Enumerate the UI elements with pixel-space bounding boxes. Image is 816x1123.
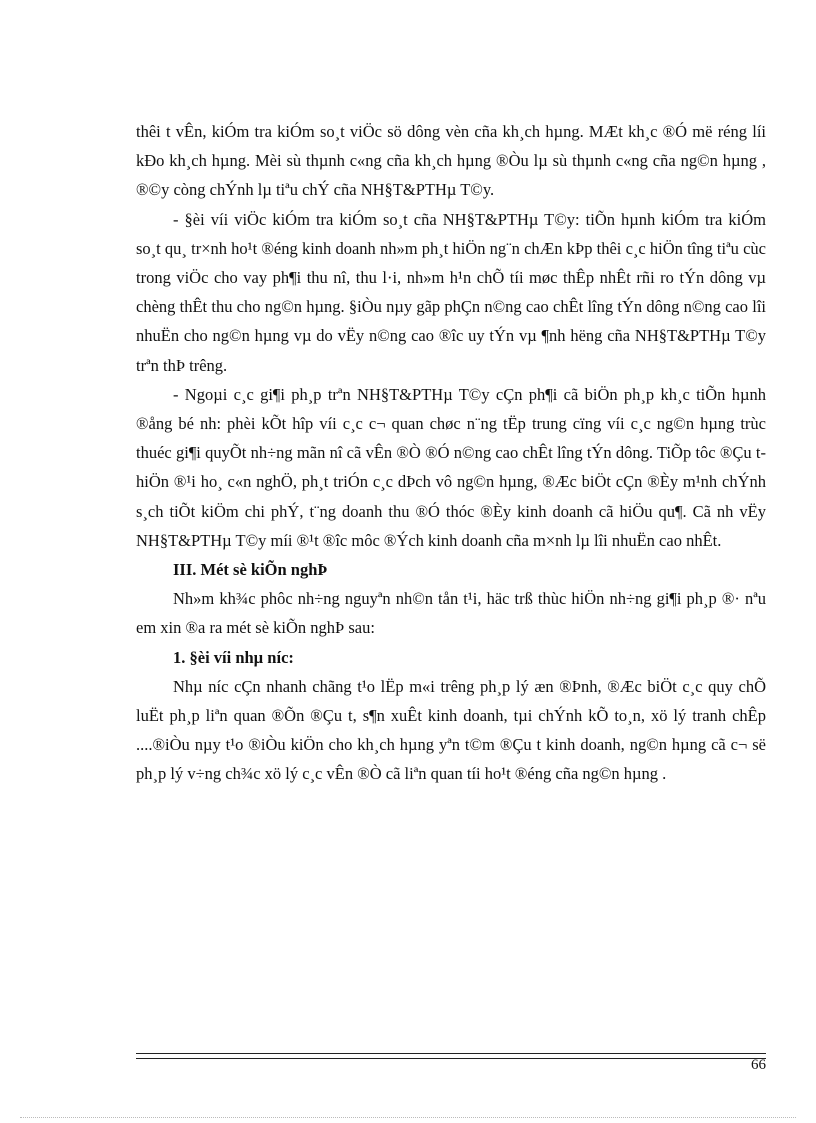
body-text — [136, 117, 766, 789]
footer-rule — [136, 1053, 766, 1059]
subsection-heading: 1. §èi víi nhµ níc: — [173, 647, 294, 667]
page-bottom-border — [20, 1117, 796, 1118]
page-number: 66 — [751, 1057, 766, 1073]
paragraph-2: - §èi víi viÖc kiÓm tra kiÓm so¸t cña NH§T&PTHµ T©y: tiÕn hµnh kiÓm tra kiÓm so¸t qu¸ tr×nh ho¹t ®éng kinh doanh nh»m ph¸t hiÖn ng¨n chÆn kÞp thêi c¸c hiÖn tîng tiªu cùc trong viÖc cho vay ph¶i thu nî, thu l·i, nh»m h¹n chÕ tíi møc thÊp nhÊt rñi ro tÝn dông vµ chèng thÊt thu cho ng©n hµng. §iÒu nµy gãp phÇn n©ng cao chÊt lîng tÝn dông n©ng cao lîi nhuËn cho ng©n hµng vµ do vËy n©ng cao ®îc uy tÝn vµ ¶nh hëng cña NH§T&PTHµ T©y trªn thÞ trêng. — [136, 209, 766, 375]
paragraph-5: Nhµ níc cÇn nhanh chãng t¹o lËp m«i trêng ph¸p lý æn ®Þnh, ®Æc biÖt c¸c quy chÕ luËt ph¸p liªn quan ®Õn ®Çu t, s¶n xuÊt kinh doanh, tµi chÝnh kÕ to¸n, xö lý tranh chÊp ....®iÒu nµy t¹o ®iÒu kiÖn cho kh¸ch hµng yªn t©m ®Çu t kinh doanh, ng©n hµng cã c¬ së ph¸p lý v÷ng ch¾c xö lý c¸c vÊn ®Ò cã liªn quan tíi ho¹t ®éng cña ng©n hµng . — [136, 676, 766, 784]
paragraph-3: - Ngoµi c¸c gi¶i ph¸p trªn NH§T&PTHµ T©y cÇn ph¶i cã biÖn ph¸p kh¸c tiÕn hµnh ®ång bé nh: phèi kÕt hîp víi c¸c c¬ quan chøc n¨ng tËp trung cïng víi c¸c ng©n hµng trùc thuéc gi¶i quyÕt nh÷ng mãn nî cã vÊn ®Ò ®Ó n©ng cao chÊt lîng tÝn dông. TiÕp tôc ®Çu t hiÖn ®¹i ho¸ c«n nghÖ, ph¸t triÓn c¸c dÞch vô ng©n hµng, ®Æc biÖt cÇn ®Èy m¹nh chÝnh s¸ch tiÕt kiÖm chi phÝ, t¨ng doanh thu ®Ó thóc ®Èy kinh doanh cã hiÖu qu¶. Cã nh vËy NH§T&PTHµ T©y míi ®¹t ®îc môc ®Ých kinh doanh cña m×nh lµ lîi nhuËn cao nhÊt. — [136, 384, 766, 550]
paragraph-1: thêi t vÊn, kiÓm tra kiÓm so¸t viÖc sö dông vèn cña kh¸ch hµng. MÆt kh¸c ®Ó më réng líi kÐo kh¸ch hµng. Mèi sù thµnh c«ng cña kh¸ch hµng ®Òu lµ sù thµnh c«ng cña ng©n hµng , ®©y còng chÝnh lµ tiªu chÝ cña NH§T&PTHµ T©y. — [136, 122, 766, 200]
section-heading: III. Mét sè kiÕn nghÞ — [173, 560, 328, 580]
paragraph-4: Nh»m kh¾c phôc nh÷ng nguyªn nh©n tån t¹i, häc trß thùc hiÖn nh÷ng gi¶i ph¸p ®· nªu em xin ®a ra mét sè kiÕn nghÞ sau: — [136, 589, 766, 638]
